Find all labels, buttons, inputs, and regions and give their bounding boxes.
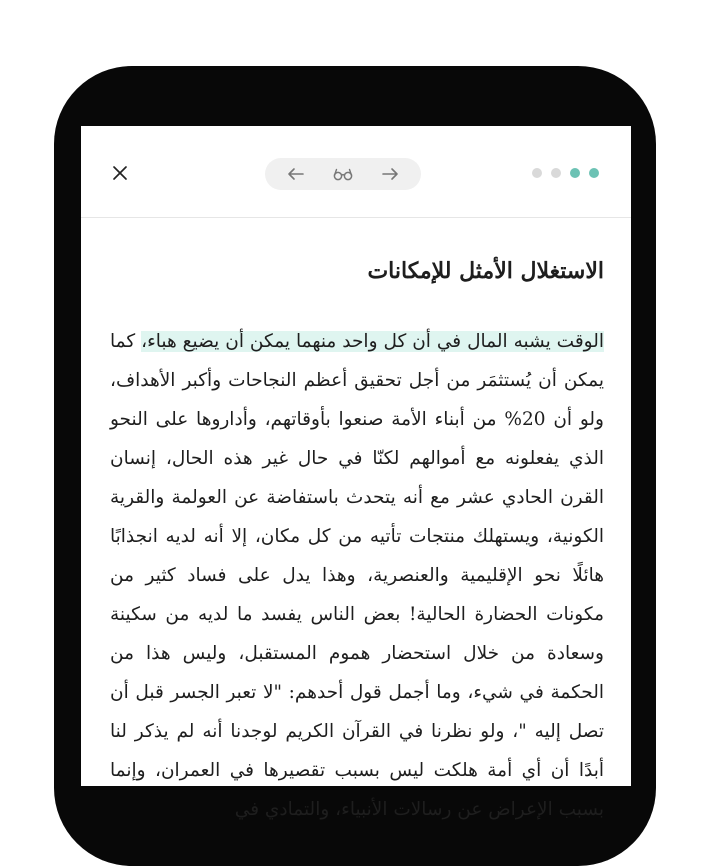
reader-screen [81, 126, 631, 820]
arrow-left-icon [287, 167, 305, 181]
arrow-right-icon [381, 167, 399, 181]
close-button[interactable] [109, 162, 131, 184]
progress-dot [551, 168, 561, 178]
highlighted-text[interactable]: الوقت يشبه المال في أن كل واحد منهما يمكن أن يضيع هباء، [141, 331, 604, 352]
next-button[interactable] [374, 160, 406, 188]
article-title: الاستغلال الأمثل للإمكانات [367, 258, 604, 284]
navigation-pill [265, 158, 421, 190]
body-text: كما يمكن أن يُستثمَر من أجل تحقيق أعظم النجاحات وأكبر الأهداف، ولو أن 20% من أبناء الأمة صنعوا بأوقاتهم، وأداروها على النحو الذي يفعلونه مع أموالهم لكنّا في حال غير هذه الحال، إنسان القرن الحادي عشر مع أنه يتحدث باستفاضة عن العولمة والقرية الكونية، ويستهلك منتجات تأتيه من كل مكان، إلا أنه لديه انجذابًا هائلًا نحو الإقليمية والعنصرية، وهذا يدل على فساد كثير من مكونات الحضارة الحالية! بعض الناس يفسد ما لديه من سكينة وسعادة من خلال استحضار هموم المستقبل، وليس هذا من الحكمة في شيء، وما أجمل قول أحدهم: "لا تعبر الجسر قبل أن تصل إليه "، ولو نظرنا في القرآن الكريم لوجدنا أنه لم يذكر لنا أبدًا أن أي أمة هلكت ليس بسبب تقصيرها في العمران، وإنما بسبب الإعراض عن رسالات الأنبياء، والتمادي في [110, 331, 604, 820]
progress-dot [589, 168, 599, 178]
close-icon [113, 166, 127, 180]
reader-toolbar [81, 126, 631, 218]
progress-dot [532, 168, 542, 178]
article-body [110, 322, 604, 829]
progress-dots [532, 168, 599, 178]
previous-button[interactable] [280, 160, 312, 188]
article [81, 218, 631, 820]
reader-mode-button[interactable] [327, 160, 359, 188]
progress-dot [570, 168, 580, 178]
glasses-icon [333, 167, 353, 181]
